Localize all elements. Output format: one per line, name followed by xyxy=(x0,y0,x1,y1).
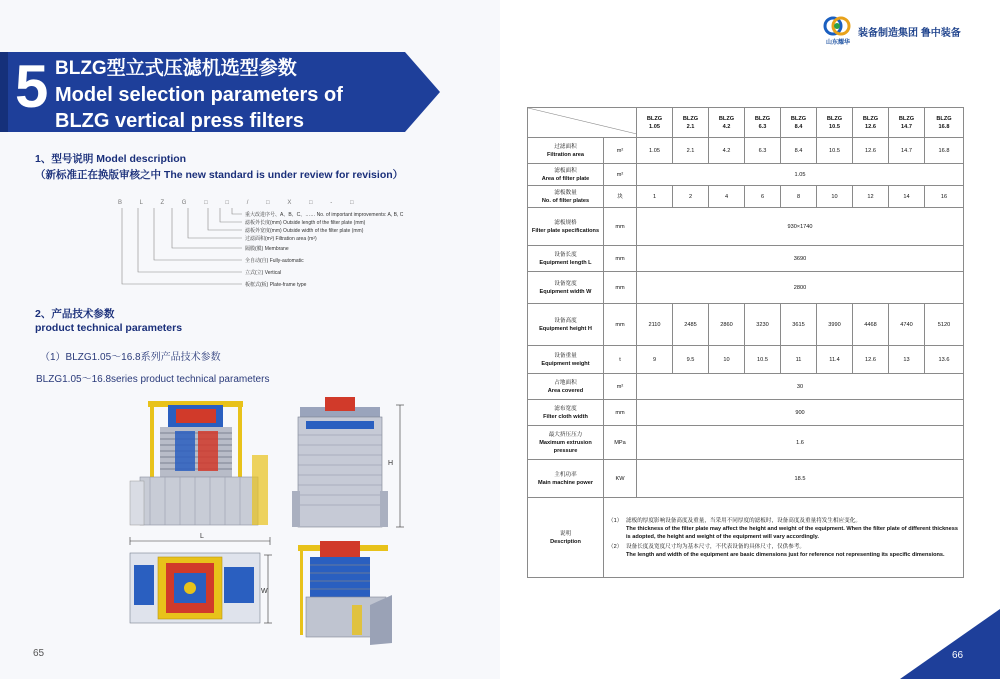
page-number-left: 65 xyxy=(33,648,45,659)
model-label-vertical: 立式(立) Vertical xyxy=(245,270,282,276)
param-name-cell xyxy=(528,164,604,186)
table-row xyxy=(528,460,964,498)
table-row xyxy=(528,400,964,426)
table-corner-diagonal xyxy=(528,108,637,134)
param-name-cn: 滤板数量 xyxy=(554,189,577,196)
model-header: BLZG 6.3 xyxy=(745,108,781,138)
value-cell: 12.6 xyxy=(853,346,889,374)
param-name-cell xyxy=(528,346,604,374)
value-cell: 2110 xyxy=(637,304,673,346)
value-cell-merged: 2800 xyxy=(637,272,964,304)
param-name-en: Equipment height H xyxy=(539,325,592,332)
value-cell-merged: 1.6 xyxy=(637,426,964,460)
brand-logo-icon xyxy=(822,16,852,38)
param-name-en: Equipment length L xyxy=(539,259,592,266)
value-cell: 12 xyxy=(853,186,889,208)
table-row xyxy=(528,374,964,400)
model-label-plate-frame: 板框式(板) Plate-frame type xyxy=(245,282,307,288)
table-row xyxy=(528,272,964,304)
param-name-cn: 设备重量 xyxy=(554,352,577,359)
value-cell: 3230 xyxy=(745,304,781,346)
param-name-cn: 最大挤压压力 xyxy=(548,431,583,438)
note1-cn: 滤板的厚度影响设备高度及重量，当采用不同厚度的滤板时，设备高度及重量将发生相应变化。 xyxy=(626,517,861,524)
param-name-cn: 设备宽度 xyxy=(554,280,577,287)
heading-standard-note: （新标准正在换版审核之中 The new standard is under review for revision） xyxy=(35,169,404,181)
value-cell: 9 xyxy=(637,346,673,374)
param-name-en: Maximum extrusion pressure xyxy=(539,439,592,454)
param-unit-cell: mm xyxy=(604,400,637,426)
model-header: BLZG 8.4 xyxy=(781,108,817,138)
description-row xyxy=(528,498,964,578)
table-header-row xyxy=(528,108,964,138)
value-cell: 12.6 xyxy=(853,138,889,164)
param-unit-cell: MPa xyxy=(604,426,637,460)
model-label-improvement: 重大改进序号、A、B、C、…… No. of important improvements: A, B, C xyxy=(245,212,404,218)
model-label-membrane: 隔膜(膜) Membrane xyxy=(245,246,289,252)
spec-table xyxy=(527,107,964,578)
machine-isometric-view xyxy=(298,541,392,645)
param-name-cell xyxy=(528,304,604,346)
param-unit-cell: m² xyxy=(604,374,637,400)
value-cell: 13 xyxy=(889,346,925,374)
value-cell: 6 xyxy=(745,186,781,208)
machine-illustrations xyxy=(120,395,490,655)
param-name-cell xyxy=(528,272,604,304)
value-cell: 4740 xyxy=(889,304,925,346)
model-header: BLZG 4.2 xyxy=(709,108,745,138)
section-number: 5 xyxy=(15,53,49,120)
table-corner-cell xyxy=(528,108,637,138)
table-row xyxy=(528,208,964,246)
page-corner-shape xyxy=(880,609,1000,679)
section-title-cn: BLZG型立式压滤机选型参数 xyxy=(55,58,297,79)
param-name-en: Main machine power xyxy=(537,479,594,486)
param-name-cell xyxy=(528,400,604,426)
param-name-en: Area of filter plate xyxy=(541,175,590,182)
brand-name: 装备制造集团 鲁中装备 xyxy=(858,28,961,39)
description-notes xyxy=(604,498,964,578)
table-row xyxy=(528,346,964,374)
note2-number: （2） xyxy=(608,543,623,550)
value-cell: 10.5 xyxy=(817,138,853,164)
value-cell: 2.1 xyxy=(673,138,709,164)
value-cell: 4 xyxy=(709,186,745,208)
value-cell: 3615 xyxy=(781,304,817,346)
dim-label-l: L xyxy=(200,533,204,540)
param-name-cell xyxy=(528,426,604,460)
value-cell: 2 xyxy=(673,186,709,208)
description-label: 说明 Description xyxy=(528,498,604,578)
param-name-en: Area covered xyxy=(547,387,584,394)
value-cell: 14 xyxy=(889,186,925,208)
value-cell: 11 xyxy=(781,346,817,374)
model-header: BLZG 12.6 xyxy=(853,108,889,138)
model-label-plate-length: 滤板外长度(mm) Outside length of the filter plate (mm) xyxy=(245,220,366,226)
heading-model-description: 1、型号说明 Model description xyxy=(35,153,187,165)
value-cell: 16 xyxy=(925,186,964,208)
param-name-en: No. of filter plates xyxy=(541,197,590,204)
table-row xyxy=(528,138,964,164)
param-name-cell xyxy=(528,246,604,272)
model-label-plate-width: 滤板外宽度(mm) Outside width of the filter plate (mm) xyxy=(245,228,364,234)
model-label-automatic: 全自动(自) Fully-automatic xyxy=(245,258,304,264)
param-name-en: Filter plate specifications xyxy=(531,227,600,234)
value-cell-merged: 900 xyxy=(637,400,964,426)
param-name-en: Equipment weight xyxy=(541,360,590,367)
note2-cn: 设备长度及宽度尺寸均为基本尺寸，不代表设备的具体尺寸，仅供参考。 xyxy=(626,543,806,550)
note1-en: The thickness of the filter plate may affect the height and weight of the equipment. When the filter plate of different thickness is adopted, the height and weight of the equipment will vary accordingly. xyxy=(626,525,958,540)
value-cell-merged: 18.5 xyxy=(637,460,964,498)
value-cell: 16.8 xyxy=(925,138,964,164)
value-cell: 6.3 xyxy=(745,138,781,164)
param-unit-cell: m² xyxy=(604,164,637,186)
param-name-cn: 设备高度 xyxy=(554,317,577,324)
param-unit-cell: m² xyxy=(604,138,637,164)
dim-label-h: H xyxy=(388,460,394,467)
param-unit-cell: t xyxy=(604,346,637,374)
value-cell: 2860 xyxy=(709,304,745,346)
value-cell: 1 xyxy=(637,186,673,208)
param-name-cn: 过滤面积 xyxy=(554,143,577,150)
value-cell: 9.5 xyxy=(673,346,709,374)
param-name-cell xyxy=(528,460,604,498)
model-code: B L Z G □ □ / □ X □ - □ xyxy=(118,200,362,206)
machine-top-view xyxy=(130,553,272,623)
heading-technical-parameters-en: product technical parameters xyxy=(35,322,183,334)
param-name-cn: 设备长度 xyxy=(554,251,577,258)
param-name-en: Equipment width W xyxy=(539,288,592,295)
param-name-cn: 滤板规格 xyxy=(554,219,577,226)
value-cell: 8.4 xyxy=(781,138,817,164)
value-cell: 13.6 xyxy=(925,346,964,374)
table-row xyxy=(528,186,964,208)
value-cell-merged: 30 xyxy=(637,374,964,400)
value-cell: 10.5 xyxy=(745,346,781,374)
value-cell: 8 xyxy=(781,186,817,208)
param-name-cell xyxy=(528,186,604,208)
brand-header xyxy=(820,16,995,46)
model-label-filtration-area: 过滤面积(m²) Filtration area (m²) xyxy=(245,236,317,242)
table-row xyxy=(528,426,964,460)
value-cell: 5120 xyxy=(925,304,964,346)
model-code-diagram xyxy=(110,198,470,298)
param-unit-cell: mm xyxy=(604,272,637,304)
heading-technical-parameters: 2、产品技术参数 xyxy=(35,308,115,320)
value-cell: 10 xyxy=(817,186,853,208)
param-name-en: Filtration area xyxy=(547,151,584,158)
param-name-cn: 滤布宽度 xyxy=(554,405,577,412)
section-title-en-1: Model selection parameters of xyxy=(55,84,343,106)
table-row xyxy=(528,304,964,346)
param-name-cn: 占地面积 xyxy=(554,379,577,386)
section-title xyxy=(55,56,343,134)
model-header: BLZG 16.8 xyxy=(925,108,964,138)
param-unit-cell: mm xyxy=(604,208,637,246)
value-cell: 14.7 xyxy=(889,138,925,164)
value-cell-merged: 930×1740 xyxy=(637,208,964,246)
machine-side-view xyxy=(292,397,404,527)
spec-rows xyxy=(528,138,964,498)
note1-number: （1） xyxy=(608,517,623,524)
value-cell: 4.2 xyxy=(709,138,745,164)
brand-logo-text: 山东耀华 xyxy=(826,40,851,46)
value-cell: 1.05 xyxy=(637,138,673,164)
value-cell-merged: 3690 xyxy=(637,246,964,272)
table-row xyxy=(528,164,964,186)
param-name-en: Filter cloth width xyxy=(543,413,588,420)
param-unit-cell: mm xyxy=(604,304,637,346)
param-unit-cell: 块 xyxy=(604,186,637,208)
value-cell: 10 xyxy=(709,346,745,374)
param-name-cell xyxy=(528,374,604,400)
param-name-cell xyxy=(528,208,604,246)
right-page xyxy=(500,0,1000,679)
value-cell: 2485 xyxy=(673,304,709,346)
machine-front-view xyxy=(130,401,270,545)
series-subtitle-en: BLZG1.05～16.8series product technical parameters xyxy=(36,374,270,385)
value-cell: 11.4 xyxy=(817,346,853,374)
note2-en: The length and width of the equipment are basic dimensions just for reference not representing its specific dimensions. xyxy=(626,551,945,558)
page-number-right: 66 xyxy=(952,650,964,661)
series-subtitle-cn: （1）BLZG1.05～16.8系列产品技术参数 xyxy=(40,352,221,363)
model-header: BLZG 10.5 xyxy=(817,108,853,138)
model-code-leader-lines xyxy=(110,198,250,298)
param-unit-cell: KW xyxy=(604,460,637,498)
param-name-cn: 滤板面积 xyxy=(554,167,577,174)
value-cell: 4468 xyxy=(853,304,889,346)
dim-label-w: W xyxy=(261,588,268,595)
model-header: BLZG 2.1 xyxy=(673,108,709,138)
value-cell-merged: 1.05 xyxy=(637,164,964,186)
table-row xyxy=(528,246,964,272)
param-unit-cell: mm xyxy=(604,246,637,272)
value-cell: 3990 xyxy=(817,304,853,346)
param-name-cn: 主机功率 xyxy=(554,471,577,478)
param-name-cell xyxy=(528,138,604,164)
model-header: BLZG 14.7 xyxy=(889,108,925,138)
model-header: BLZG 1.05 xyxy=(637,108,673,138)
section-title-en-2: BLZG vertical press filters xyxy=(55,110,304,132)
